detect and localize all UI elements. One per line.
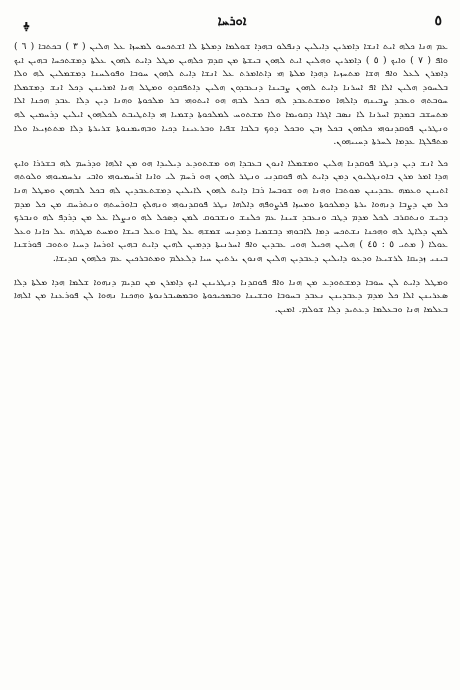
paragraph-2: ܟܠ ܐܢܫ ܕܝܢ ܕܢܛܪ ܦܘܩܕܢܐ ܗܠܝܢ ܘܡܫܡܠܐ ܐܢܘܢ ܒܥܒܕܐ ܗܘ ܡܫܬܘܕܥ ܕܝܠܝܕܐ ܗܘ ܡܢ ܐܠܗܐ ܘܕܪܚܡ ܠܗ ܒܫܪܪܐ ܘܐܝܟ ܗܕܐ ܐܡܪ ܡܪܢ ܒܐܘܢܓܠܝܘܢ ܕܡܢ ܕܐܝܬ ܠܗ ܦܘܩܕܢܝ ܘܢܛܪ ܠܗܘܢ ܗܘ ܪܚܡ ܠܝ ܘܐܢܐ ܐܪܚܡܝܘܗܝ ܘܐܒܝ ܢܪܚܡܝܘܗܝ ܘܠܘܬܗ ܐܬܝܢܢ ܘܥܡܗ ܥܒܕܝܢܢ ܡܘܬܒܐ ܘܗܢܐ ܗܘ ܫܘܒܚܐ ܪܒܐ ܕܐܝܬ ܠܗܘܢ ܠܐܝܠܝܢ ܕܡܫܬܥܒܕܝܢ ܠܗ ܒܟܠ ܠܒܗܘܢ ܘܡܛܠ ܗܢܐ ܟܠ ܡܢ ܕܨܒܐ ܕܢܗܘܐ ܝܪܬܐ ܕܡܠܟܘܬܐ ܘܡܚܙܐ ܦܪܨܘܦܗ ܕܐܠܗܐ ܢܛܪ ܦܘܩܕܢܘܗܝ ܘܢܗܠܟ ܒܐܘܪܚܬܗ ܘܢܬܪܚܩ ܡܢ ܟܠ ܡܕܡ ܕܒܝܫ ܘܢܬܩܪܒ ܠܟܠ ܡܕܡ ܕܛܒ ܘܢܥܒܕ ܫܝܢܐ ܥܡ ܟܠܢܫ ܘܢܫܒܘܩ ܠܡܢ ܕܣܟܠ ܠܗ ܘܢܨܠܐ ܥܠ ܡܢ ܕܪܕܦ ܠܗ ܘܢܒܪܟ ܠܡܢ ܕܠܐܛ ܠܗ ܘܗܟܢܐ ܢܫܬܟܚ ܕܡܐ ܠܐܒܘܗܝ ܕܒܫܡܝܐ ܕܡܕܢܚ ܫܡܫܗ ܥܠ ܛܒܐ ܘܥܠ ܒܝܫܐ ܘܡܚܬ ܡܛܪܗ ܥܠ ܟܐܢܐ ܘܥܠ ܥܘܠܐ ( ܡܬܝ ٥ : ٤٥ ) ܗܠܝܢ ܗܟܝܠ ܗܘܝ ܥܒܕܝܢ ܘܐܦ ܐܚܪܢܝܬܐ ܕܕܡܝܢ ܠܗܝܢ ܕܐܝܬ ܒܗܝܢ ܐܘܪܚܐ ܕܚܝܐ ܘܬܘܒ ܦܘܪܫܢܐ ܒܝܢܝ ܙܕܝܩܐ ܠܪܫܝܥܐ ܘܕܥܘ ܕܐܝܠܝܢ ܕܥܒܕܝܢ ܗܠܝܢ ܗܢܘܢ ܝܪܬܝܢ ܚܝܐ ܕܠܥܠܡ ܘܡܬܒܪܟܝܢ ܥܡ ܟܠܗܘܢ ܩܕܝܫܐ.	[14, 157, 448, 264]
page-number-left: ﭙ	[24, 12, 29, 31]
page-header	[18, 12, 446, 34]
page-body	[14, 40, 448, 670]
running-title: ܐܘܪܚܐ	[217, 14, 247, 29]
paragraph-3: ܘܡܛܠ ܕܐܝܬ ܠܢ ܚܘܒܐ ܕܡܫܬܘܕܥ ܡܢ ܗܢܐ ܘܐܦ ܦܘܩܕܢܐ ܕܢܛܪܝܢܢ ܐܝܟ ܕܐܡܪܢ ܡܢ ܩܕܝܡ ܕܢܗܘܐ ܫܠܡܐ ܗܕܐ ܡܠܬܐ ܕܠܐ ܣܥܪܝܢܢ ܐܠܐ ܟܠ ܡܕܡ ܕܥܒܕܝܢܢ ܢܥܒܕ ܒܚܘܒܐ ܘܒܫܝܢܐ ܘܒܡܟܝܟܘܬܐ ܘܒܡܣܝܒܪܢܘܬܐ ܘܗܟܢܐ ܢܗܘܐ ܠܢ ܦܘܪܥܢܐ ܡܢ ܐܠܗܐ ܒܥܠܡܐ ܗܢܐ ܘܒܥܠܡܐ ܕܥܬܝܕ ܕܠܐ ܫܘܠܡ. ܐܡܝܢ.	[14, 276, 448, 315]
paragraph-1: ܥܡ ܗܢܐ ܟܠܗ ܐܝܬ ܐܢܫܐ ܕܐܡܪܝܢ ܕܐܝܠܝܢ ܕܢܦܠܘ ܒܗܕܐ ܫܘܠܡܐ ܕܡܠܬܐ ܠܐ ܐܫܬܟܚܘ ܠܡܚܙܐ ܥܠ ܗܠܝܢ ( ٣ ) ܒܟܬܒܐ ( ٦ ) ܘܐܦ ( ٧ ) ܘܐܝܟ ( ٥ ) ܕܐܡܪܝܢ ܘܗܠܝܢ ܐܝܬ ܠܗܘܢ ܒܝܫܬܐ ܡܢ ܩܕܡ ܟܠܗܝܢ ܡܛܠ ܕܐܝܬ ܠܗܘܢ ܥܠܬܐ ܕܡܫܬܟܚܐ ܒܗܝܢ ܐܝܟ ܕܐܡܪܢ ܠܥܠ ܘܐܦ ܗܫܐ ܡܬܚܙܝܐ ܕܗܕܐ ܡܠܬܐ ܗܝ ܕܐܬܐܡܪܬ ܥܠ ܐܢܫܐ ܕܐܝܬ ܠܗܘܢ ܚܘܒܐ ܘܦܘܠܚܢܐ ܕܡܫܡܠܝܢ ܠܗ ܘܠܐ ܒܠܚܘܕ ܗܠܝܢ ܐܠܐ ܐܦ ܐܚܪܢܐ ܕܐܝܬ ܠܗܘܢ ܨܒܝܢܐ ܕܢܥܒܕܘܢ ܗܠܝܢ ܕܐܬܦܩܕܘ ܘܡܛܠ ܗܢܐ ܐܡܪܝܢܢ ܕܟܠ ܐܢܫ ܕܡܫܡܠܐ ܚܘܒܬܗ ܘܥܒܕ ܨܒܝܢܗ ܕܐܠܗܐ ܘܡܫܬܥܒܕ ܠܗ ܒܟܠ ܠܒܗ ܗܘ ܐܝܬܘܗܝ ܒܪ ܡܠܟܘܬܐ ܘܗܢܐ ܕܝܢ ܕܠܐ ܥܒܕ ܗܟܢܐ ܐܠܐ ܡܬܚܫܒ ܒܡܕܡ ܐܚܪܢܐ ܠܐ ܢܣܒ ܐܓܪܐ ܕܩܘܝܡܐ ܘܠܐ ܡܫܬܘܚ ܠܡܠܟܘܬܐ ܕܫܡܝܐ ܗܝ ܕܐܬܛܝܒܬ ܠܟܠܗܘܢ ܐܝܠܝܢ ܕܪܚܡܝܢ ܠܗ ܘܢܛܪܝܢ ܦܘܩܕܢܘܗܝ ܟܠܗܘܢ ܒܟܠ ܙܒܢ ܘܒܟܠ ܕܘܟ ܒܠܒܐ ܫܦܝܐ ܘܒܪܥܝܢܐ ܕܟܝܐ ܘܒܗܝܡܢܘܬܐ ܫܪܝܪܬܐ ܕܠܐ ܡܬܬܙܝܥܐ ܘܠܐ ܡܬܦܠܓܐ ܥܕܡܐ ܠܚܪܬܐ ܕܚܝܝܗܘܢ.	[14, 41, 448, 148]
page-number-right: ٥	[434, 13, 442, 29]
